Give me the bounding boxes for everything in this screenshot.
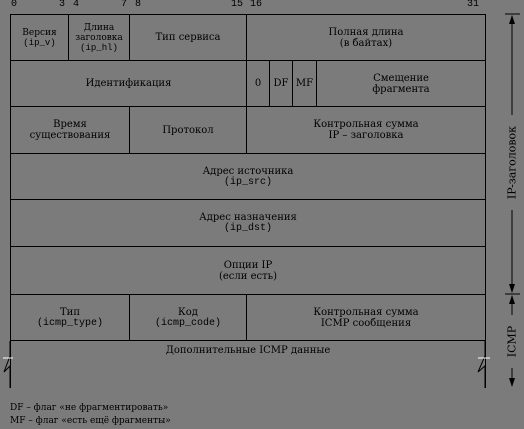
total-length-unit: (в байтах) — [339, 37, 393, 49]
icmp-type-label: Тип — [60, 306, 80, 318]
tos-label: Тип сервиса — [155, 32, 221, 43]
bit-3: 3 — [59, 0, 66, 10]
ip-checksum-label-2: IP – заголовка — [328, 130, 404, 141]
mf-note: MF – флаг «есть ещё фрагменты» — [10, 416, 171, 426]
bit-4: 4 — [73, 0, 80, 10]
icmp-bracket-up-arrow — [509, 295, 515, 304]
source-address-var: (ip_src) — [223, 176, 272, 188]
icmp-checksum-label-2: ICMP сообщения — [320, 317, 412, 329]
ihl-var: (ip_hl) — [80, 42, 118, 53]
icmp-bracket-down-arrow — [509, 378, 515, 387]
destination-address-var: (ip_dst) — [223, 223, 272, 234]
left-break-mark — [4, 341, 10, 388]
right-break-mark — [478, 341, 485, 388]
ip-checksum-label: Контрольная сумма — [313, 119, 419, 130]
ip-header-side-label: IP-заголовок — [505, 125, 519, 200]
ttl-label: Время — [53, 119, 87, 130]
ip-bracket-down-arrow — [509, 284, 515, 293]
source-address-label: Адрес источника — [202, 165, 294, 177]
bit-15: 15 — [231, 0, 244, 10]
protocol-label: Протокол — [162, 124, 214, 136]
icmp-data-label: Дополнительные ICMP данные — [165, 345, 331, 356]
flag-mf-label: MF — [295, 78, 314, 89]
ip-options-note: (если есть) — [218, 270, 277, 282]
icmp-checksum-label: Контрольная сумма — [313, 306, 419, 318]
ttl-label-2: существования — [29, 130, 111, 141]
fragment-offset-label: Смещение — [373, 72, 429, 84]
icmp-type-var: (icmp_type) — [36, 317, 103, 329]
bit-7: 7 — [121, 0, 128, 10]
bit-31: 31 — [467, 0, 480, 10]
destination-address-label: Адрес назначения — [199, 212, 297, 223]
fragment-offset-label-2: фрагмента — [372, 83, 430, 95]
version-var: (ip_v) — [23, 37, 56, 48]
icmp-side-label: ICMP — [505, 325, 519, 358]
icmp-code-label: Код — [178, 306, 198, 318]
df-note: DF – флаг «не фрагментировать» — [10, 403, 169, 413]
flag-df-label: DF — [273, 78, 289, 89]
ihl-label-2: заголовка — [75, 32, 123, 43]
ihl-label: Длина — [83, 22, 115, 33]
ip-bracket-up-arrow — [509, 15, 515, 24]
flag-zero-label: 0 — [254, 78, 262, 89]
identification-label: Идентификация — [85, 78, 172, 89]
icmp-code-var: (icmp_code) — [154, 317, 221, 329]
ip-options-label: Опции IP — [223, 259, 273, 271]
bit-16: 16 — [250, 0, 263, 10]
total-length-label: Полная длина — [328, 26, 404, 38]
version-label: Версия — [22, 27, 57, 38]
bit-0: 0 — [11, 0, 18, 10]
bit-8: 8 — [135, 0, 142, 10]
